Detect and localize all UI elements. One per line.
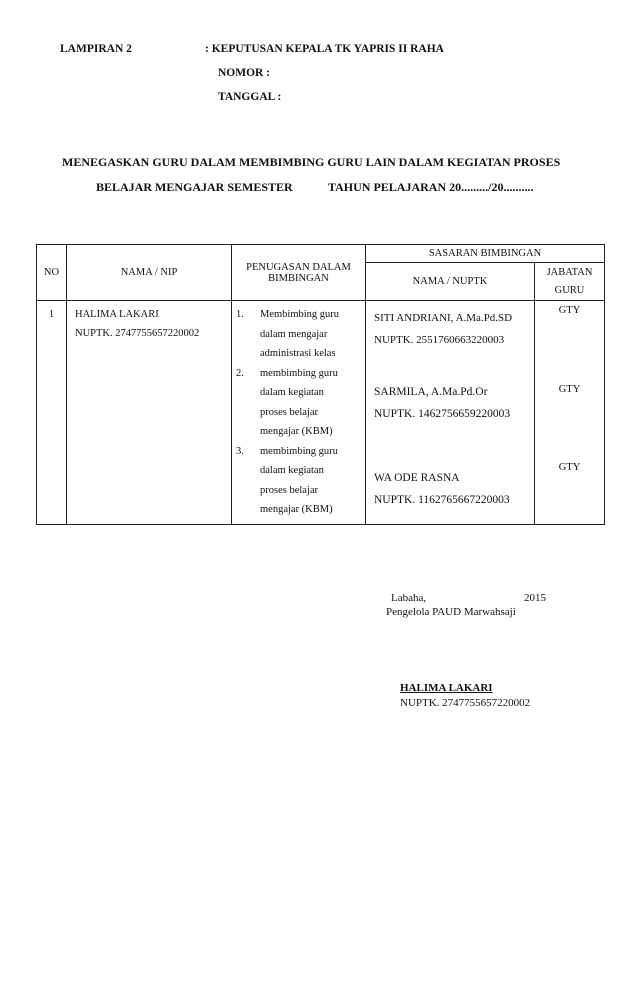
header-no: NO	[37, 245, 67, 301]
table-row	[37, 301, 605, 525]
row-no: 1	[37, 301, 67, 525]
task-line: membimbing guru	[260, 445, 338, 457]
task-item	[232, 305, 365, 364]
task-line: proses belajar	[260, 406, 319, 418]
task-line: administrasi kelas	[260, 348, 336, 359]
task-line: mengajar (KBM)	[260, 426, 333, 437]
title-line1: MENEGASKAN GURU DALAM MEMBIMBING GURU LAIN DALAM KEGIATAN PROSES	[62, 155, 561, 169]
tanggal-label: TANGGAL :	[218, 91, 282, 103]
target-nuptk: NUPTK. 1162765667220003	[374, 494, 510, 506]
signature-place: Labaha,	[391, 592, 427, 604]
signature-name: HALIMA LAKARI	[400, 682, 493, 694]
task-line: dalam mengajar	[260, 328, 328, 340]
row-jabatan	[535, 301, 605, 525]
task-line: proses belajar	[260, 484, 319, 496]
header-jabatan	[535, 263, 605, 301]
target-name: SARMILA, A.Ma.Pd.Or	[374, 386, 488, 398]
row-targets	[366, 301, 535, 525]
row-nama-nip	[67, 301, 232, 525]
task-line: mengajar (KBM)	[260, 504, 333, 515]
header-penugasan	[232, 245, 366, 301]
task-list	[232, 305, 365, 520]
header-nama-nuptk: NAMA / NUPTK	[366, 263, 535, 301]
task-line: dalam kegiatan	[260, 465, 324, 476]
header-jabatan-line1: JABATAN	[546, 266, 593, 278]
signature-year: 2015	[524, 592, 546, 604]
task-line: membimbing guru	[260, 367, 338, 379]
target-item	[374, 467, 510, 511]
task-line: dalam kegiatan	[260, 387, 324, 398]
title-line2-left: BELAJAR MENGAJAR SEMESTER	[96, 180, 293, 194]
header-sasaran: SASARAN BIMBINGAN	[366, 245, 605, 263]
target-jabatan: GTY	[558, 384, 581, 395]
target-jabatan: GTY	[558, 462, 581, 473]
target-item	[374, 307, 512, 351]
task-line: Membimbing guru	[260, 309, 340, 320]
task-item	[232, 364, 365, 442]
target-jabatan: GTY	[558, 305, 581, 316]
header-penugasan-line2: BIMBINGAN	[268, 272, 329, 284]
signature-nuptk: NUPTK. 2747755657220002	[400, 697, 531, 709]
target-nuptk: NUPTK. 2551760663220003	[374, 334, 505, 346]
task-number: 3.	[236, 445, 244, 457]
title-line2-right: TAHUN PELAJARAN 20........./20..........	[328, 180, 534, 194]
target-item	[374, 381, 510, 425]
task-item	[232, 442, 365, 520]
task-number: 1.	[236, 309, 244, 320]
row-tasks	[232, 301, 366, 525]
header-nama-nip: NAMA / NIP	[67, 245, 232, 301]
signature-role: Pengelola PAUD Marwahsaji	[386, 606, 516, 618]
row-name: HALIMA LAKARI	[75, 309, 159, 320]
target-name: SITI ANDRIANI, A.Ma.Pd.SD	[374, 312, 513, 324]
target-nuptk: NUPTK. 1462756659220003	[374, 408, 511, 420]
header-penugasan-line1: PENUGASAN DALAM	[246, 261, 351, 273]
task-number: 2.	[236, 367, 244, 379]
header-jabatan-line2: GURU	[554, 284, 585, 296]
guidance-table	[36, 244, 605, 525]
target-name: WA ODE RASNA	[374, 472, 460, 484]
row-nuptk: NUPTK. 2747755657220002	[75, 328, 200, 339]
lampiran-label: LAMPIRAN 2	[60, 43, 132, 55]
nomor-label: NOMOR :	[218, 67, 271, 79]
keputusan-label: : KEPUTUSAN KEPALA TK YAPRIS II RAHA	[205, 43, 444, 55]
header-row-1	[37, 245, 605, 263]
